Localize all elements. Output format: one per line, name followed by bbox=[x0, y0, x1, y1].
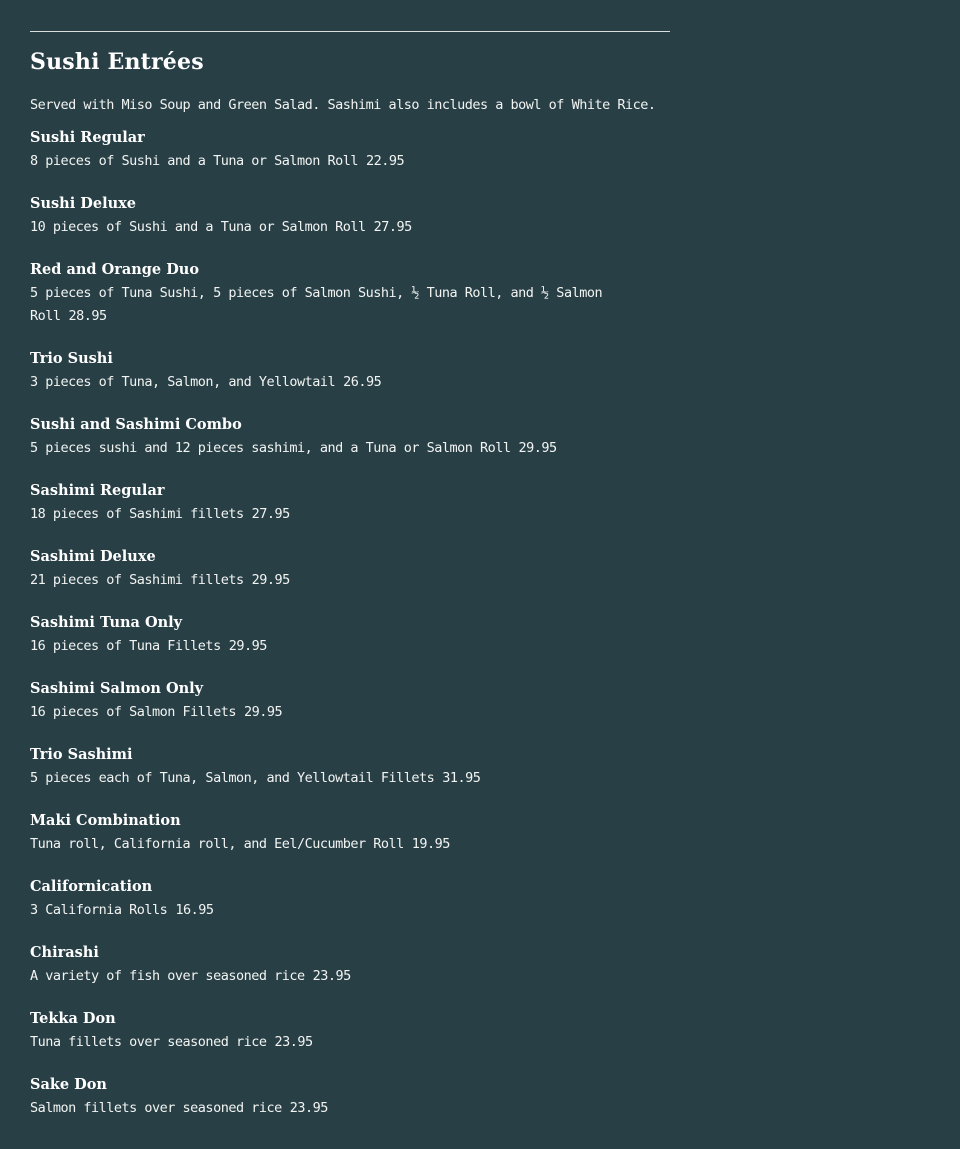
menu-item-price: 31.95 bbox=[442, 770, 481, 786]
menu-item-description bbox=[30, 371, 670, 394]
menu-item-price: 23.95 bbox=[312, 968, 351, 984]
menu-item-desc-text: 18 pieces of Sashimi fillets bbox=[30, 506, 244, 522]
menu-item-description bbox=[30, 833, 670, 856]
menu-item-name: Chirashi bbox=[30, 944, 99, 961]
section-intro: Served with Miso Soup and Green Salad. Sashimi also includes a bowl of White Rice. bbox=[30, 97, 656, 113]
menu-item bbox=[30, 258, 670, 328]
menu-item-desc-text: Salmon fillets over seasoned rice bbox=[30, 1100, 282, 1116]
menu-item-name: Trio Sashimi bbox=[30, 746, 133, 763]
menu-item bbox=[30, 941, 670, 988]
menu-item-desc-text: 3 pieces of Tuna, Salmon, and Yellowtail bbox=[30, 374, 336, 390]
menu-item-list bbox=[30, 126, 670, 1120]
menu-item-name: Maki Combination bbox=[30, 812, 181, 829]
menu-item-desc-text: 16 pieces of Tuna Fillets bbox=[30, 638, 221, 654]
menu-item-name: Sashimi Deluxe bbox=[30, 548, 156, 565]
menu-item-name: Sushi and Sashimi Combo bbox=[30, 416, 242, 433]
menu-item-price: 27.95 bbox=[251, 506, 290, 522]
menu-item-name: Tekka Don bbox=[30, 1010, 116, 1027]
menu-item-price: 27.95 bbox=[373, 219, 412, 235]
menu-item-desc-text: 21 pieces of Sashimi fillets bbox=[30, 572, 244, 588]
menu-item bbox=[30, 875, 670, 922]
menu-item-name: Sushi Regular bbox=[30, 129, 145, 146]
menu-item-price: 23.95 bbox=[289, 1100, 328, 1116]
menu-item-price: 29.95 bbox=[243, 704, 283, 720]
menu-item-description bbox=[30, 437, 670, 460]
menu-item-price: 29.95 bbox=[228, 638, 267, 654]
menu-item-description bbox=[30, 767, 670, 790]
menu-item-price: 29.95 bbox=[518, 440, 557, 456]
menu-item-description bbox=[30, 635, 670, 658]
menu-item bbox=[30, 413, 670, 460]
menu-item-price: 28.95 bbox=[68, 308, 107, 324]
menu-item-name: Sashimi Regular bbox=[30, 482, 165, 499]
menu-item bbox=[30, 611, 670, 658]
menu-item-description bbox=[30, 1097, 670, 1120]
menu-item bbox=[30, 192, 670, 239]
menu-item-desc-text: Tuna roll, California roll, and Eel/Cucumber Roll bbox=[30, 836, 404, 852]
menu-item-name: Red and Orange Duo bbox=[30, 261, 199, 278]
menu-item-name: Sushi Deluxe bbox=[30, 195, 136, 212]
menu-item-price: 19.95 bbox=[411, 836, 450, 852]
menu-item-description bbox=[30, 503, 670, 526]
menu-item bbox=[30, 126, 670, 173]
menu-item bbox=[30, 677, 670, 724]
menu-item bbox=[30, 347, 670, 394]
menu-item-description bbox=[30, 282, 670, 328]
section-divider bbox=[30, 31, 670, 32]
menu-item-price: 26.95 bbox=[343, 374, 382, 390]
menu-item-description bbox=[30, 899, 670, 922]
menu-item-description bbox=[30, 1031, 670, 1054]
menu-item bbox=[30, 1073, 670, 1120]
section-title: Sushi Entrées bbox=[30, 49, 204, 75]
menu-item bbox=[30, 545, 670, 592]
menu-item-name: Sashimi Tuna Only bbox=[30, 614, 183, 631]
menu-item-name: Sashimi Salmon Only bbox=[30, 680, 204, 697]
menu-item bbox=[30, 743, 670, 790]
menu-item-desc-text: 8 pieces of Sushi and a Tuna or Salmon Roll bbox=[30, 153, 358, 169]
menu-item-name: Californication bbox=[30, 878, 153, 895]
menu-item-desc-text: 5 pieces each of Tuna, Salmon, and Yellowtail Fillets bbox=[30, 770, 435, 786]
menu-item-desc-text: A variety of fish over seasoned rice bbox=[30, 968, 305, 984]
menu-item-description bbox=[30, 701, 670, 724]
menu-item-description bbox=[30, 150, 670, 173]
menu-item bbox=[30, 479, 670, 526]
menu-item bbox=[30, 809, 670, 856]
menu-item-description bbox=[30, 569, 670, 592]
menu-item-price: 16.95 bbox=[175, 902, 214, 918]
menu-item-name: Trio Sushi bbox=[30, 350, 113, 367]
menu-item-name: Sake Don bbox=[30, 1076, 107, 1093]
menu-item-price: 29.95 bbox=[251, 572, 290, 588]
menu-item-desc-text: 5 pieces of Tuna Sushi, 5 pieces of Salmon Sushi, ½ Tuna Roll, and ½ Salmon Roll bbox=[30, 285, 603, 324]
menu-item-desc-text: 16 pieces of Salmon Fillets bbox=[30, 704, 236, 720]
menu-item-desc-text: 10 pieces of Sushi and a Tuna or Salmon Roll bbox=[30, 219, 366, 235]
menu-item-desc-text: 5 pieces sushi and 12 pieces sashimi, and a Tuna or Salmon Roll bbox=[30, 440, 511, 456]
menu-item-desc-text: Tuna fillets over seasoned rice bbox=[30, 1034, 267, 1050]
menu-item-price: 23.95 bbox=[274, 1034, 313, 1050]
menu-item bbox=[30, 1007, 670, 1054]
menu-item-description bbox=[30, 216, 670, 239]
menu-section bbox=[30, 31, 670, 1139]
menu-item-price: 22.95 bbox=[366, 153, 405, 169]
menu-item-desc-text: 3 California Rolls bbox=[30, 902, 168, 918]
menu-item-description bbox=[30, 965, 670, 988]
